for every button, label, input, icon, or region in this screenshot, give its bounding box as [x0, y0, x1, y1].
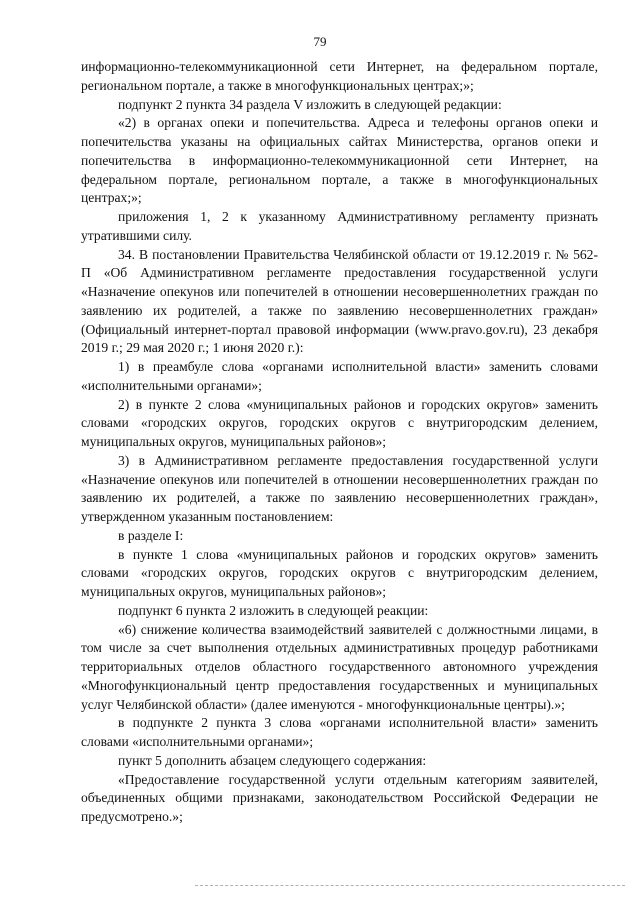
- paragraph: приложения 1, 2 к указанному Административному регламенту признать утратившими силу.: [81, 209, 598, 243]
- paragraph: 3) в Административном регламенте предоставления государственной услуги «Назначение опекунов или попечителей в отношении несовершеннолетних граждан по заявлению их родителей, а также по заявлению несовершеннолетних граждан», утвержденном указанным постановлением:: [81, 452, 598, 524]
- paragraph: «2) в органах опеки и попечительства. Адреса и телефоны органов опеки и попечительства указаны на официальных сайтах Министерства, органов опеки и попечительства в информационно-телекоммуникационной сети Интернет, на федеральном портале, региональном портале, а также в многофункциональных центрах;»;: [81, 115, 598, 206]
- paragraph: «6) снижение количества взаимодействий заявителей с должностными лицами, в том числе за счет выполнения отдельных административных процедур работниками территориальных отделов областного государственного автономного учреждения «Многофункциональный центр предоставления государственных и муниципальных услуг Челябинской области» (далее именуются - многофункциональные центры).»;: [81, 621, 598, 712]
- paragraph: в подпункте 2 пункта 3 слова «органами исполнительной власти» заменить словами «исполнительными органами»;: [81, 715, 598, 749]
- paragraph: 2) в пункте 2 слова «муниципальных районов и городских округов» заменить словами «городских округов, городских округов с внутригородским делением, муниципальных округов, муниципальных районов»;: [81, 396, 598, 449]
- paragraph: пункт 5 дополнить абзацем следующего содержания:: [118, 752, 427, 768]
- paragraph: подпункт 6 пункта 2 изложить в следующей реакции:: [118, 602, 429, 618]
- paragraph: 1) в преамбуле слова «органами исполнительной власти» заменить словами «исполнительными органами»;: [81, 359, 598, 393]
- page-number: 79: [313, 34, 327, 49]
- paragraph: в разделе I:: [118, 527, 184, 543]
- scan-footer-line: [195, 885, 625, 886]
- paragraph: в пункте 1 слова «муниципальных районов и городских округов» заменить словами «городских округов, городских округов с внутригородским делением, муниципальных округов, муниципальных районов»;: [81, 546, 598, 599]
- document-body: [81, 58, 598, 827]
- paragraph: подпункт 2 пункта 34 раздела V изложить в следующей редакции:: [118, 96, 502, 112]
- paragraph: информационно-телекоммуникационной сети Интернет, на федеральном портале, региональном портале, а также в многофункциональных центрах;»;: [81, 59, 598, 93]
- paragraph: 34. В постановлении Правительства Челябинской области от 19.12.2019 г. № 562-П «Об Административном регламенте предоставления государственной услуги «Назначение опекунов или попечителей в отношении несовершеннолетних граждан по заявлению их родителей, а также по заявлению несовершеннолетних граждан» (Официальный интернет-портал правовой информации (www.pravo.gov.ru), 23 декабря 2019 г.; 29 мая 2020 г.; 1 июня 2020 г.):: [81, 246, 598, 356]
- paragraph: «Предоставление государственной услуги отдельным категориям заявителей, объединенных общими признаками, законодательством Российской Федерации не предусмотрено.»;: [81, 771, 598, 824]
